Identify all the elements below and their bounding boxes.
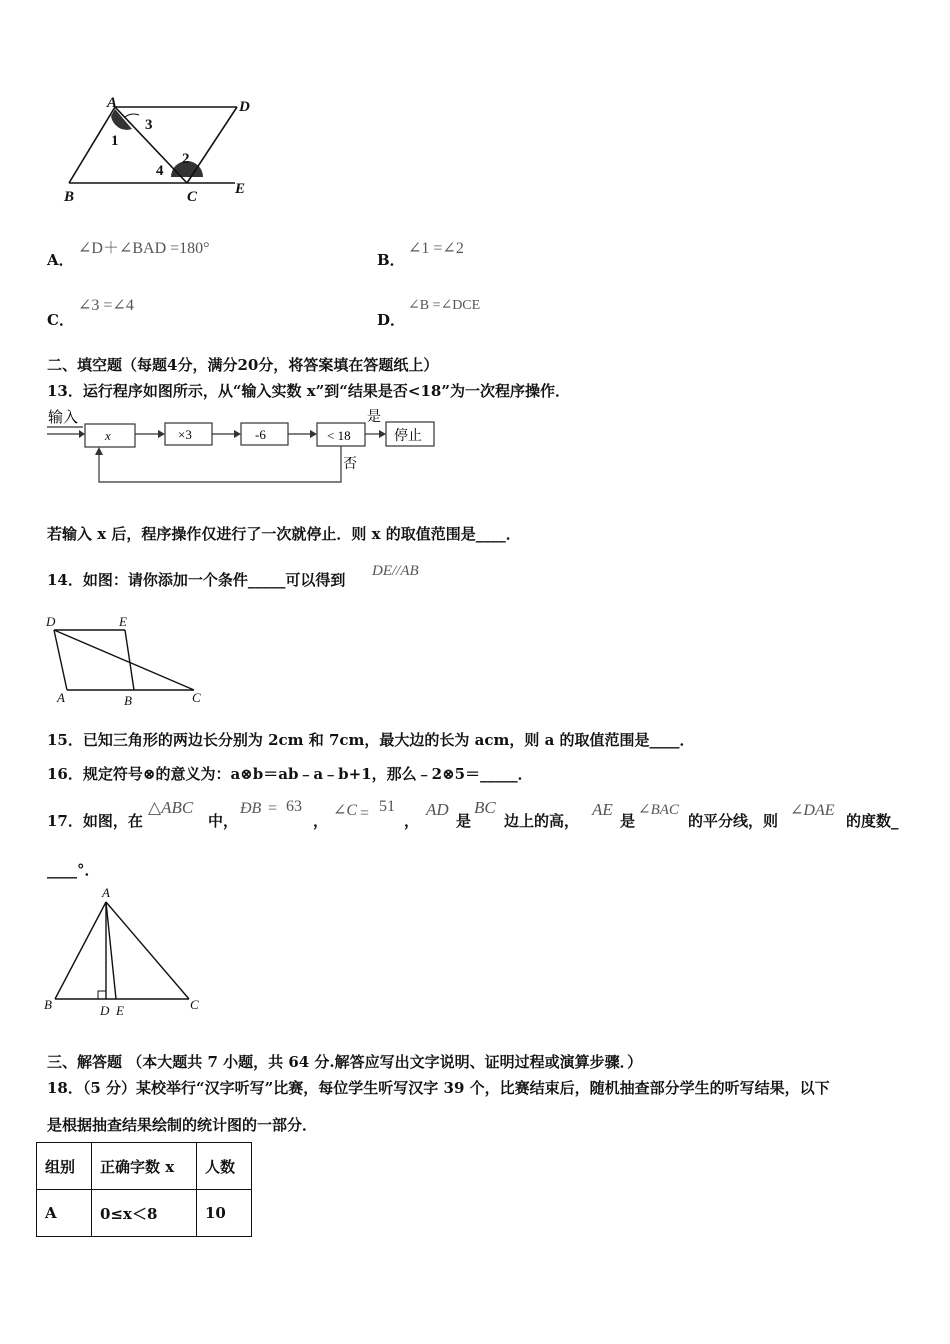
q17-shi: 是: [456, 812, 472, 830]
angle-mark-A: [111, 109, 132, 130]
q13-question: 若输入 x 后，程序操作仅进行了一次就停止．则 x 的取值范围是____．: [47, 525, 521, 543]
q17-v63: 63: [286, 798, 302, 815]
label-1: 1: [111, 133, 119, 149]
label-D: D: [239, 99, 250, 115]
q18-line2: 是根据抽查结果绘制的统计图的一部分．: [47, 1116, 318, 1134]
label-2: 2: [182, 151, 190, 167]
q17-label-D: D: [100, 1003, 110, 1018]
q14-label-E: E: [119, 614, 127, 629]
q17-tri: △ABC: [148, 798, 194, 817]
q14-label-C: C: [192, 690, 201, 705]
section-2-heading: 二、填空题（每题4分，满分20分，将答案填在答题纸上）: [47, 356, 439, 374]
flow-input-label: 输入: [48, 408, 79, 426]
table-row: [37, 1190, 252, 1237]
q17-comma1: ，: [313, 812, 329, 830]
flow-no: 否: [343, 456, 357, 472]
q17-comma2: ，: [404, 812, 420, 830]
label-3: 3: [145, 117, 153, 133]
label-C: C: [187, 189, 198, 205]
label-B: B: [64, 189, 75, 205]
q17-eq1: =: [268, 800, 278, 817]
table-header-row: [37, 1143, 252, 1190]
q14-figure: [42, 612, 222, 710]
q14-label-B: B: [124, 693, 132, 708]
table-header-cell: 正确字数 x: [92, 1143, 197, 1190]
q17-label-E: E: [116, 1003, 124, 1018]
option-d-letter: D．: [377, 311, 406, 329]
q17-angB: ÐB: [240, 800, 262, 817]
q17-eq2: =: [360, 805, 370, 822]
q17-zhong: 中，: [208, 812, 239, 830]
q17-bian: 边上的高，: [504, 812, 580, 830]
q17-shi2: 是: [620, 812, 636, 830]
flowchart: [45, 405, 445, 485]
table-cell: 10: [197, 1190, 252, 1237]
table-cell: 0≤x＜8: [92, 1190, 197, 1237]
table-header-cell: 组别: [37, 1143, 92, 1190]
label-A: A: [107, 95, 118, 111]
q18-table: [36, 1142, 252, 1237]
q17-dushu: 的度数_: [846, 812, 899, 830]
q17-angC: ∠C: [333, 802, 358, 819]
q13-text: 13．运行程序如图所示，从“输入实数 x”到“结果是否<18”为一次程序操作．: [47, 382, 570, 400]
q17-num: 17．如图，在: [47, 812, 143, 830]
flow-x: x: [105, 428, 111, 443]
table-header-cell: 人数: [197, 1143, 252, 1190]
q16-text: 16．规定符号⊗的意义为：a⊗b＝ab﹣a﹣b+1，那么﹣2⊗5＝_____．: [47, 765, 533, 783]
option-b-expr: ∠1 =∠2: [408, 240, 464, 257]
flow-mul: ×3: [178, 427, 192, 442]
q17-BAC: ∠BAC: [638, 802, 679, 818]
q17-AE: AE: [592, 800, 613, 819]
q17-AD: AD: [426, 800, 449, 819]
q17-figure: [40, 885, 210, 1020]
flow-yes: 是: [367, 409, 381, 425]
option-a-expr: ∠D＋∠BAD =180°: [78, 240, 210, 257]
option-d-expr: ∠B =∠DCE: [408, 298, 481, 313]
section-3-heading: 三、解答题 （本大题共 7 小题，共 64 分.解答应写出文字说明、证明过程或演算步骤．）: [47, 1053, 643, 1071]
q14-text: 14．如图：请你添加一个条件_____可以得到: [47, 571, 346, 589]
option-a-letter: A．: [47, 251, 74, 269]
q17-DAE: ∠DAE: [790, 802, 835, 819]
label-4: 4: [156, 163, 164, 179]
q15-text: 15．已知三角形的两边长分别为 2cm 和 7cm，最大边的长为 acm，则 a 的取值范围是____．: [47, 731, 695, 749]
option-c-expr: ∠3 =∠4: [78, 297, 134, 314]
flow-cmp: < 18: [327, 428, 351, 443]
option-b-letter: B．: [377, 251, 405, 269]
label-E: E: [235, 181, 246, 197]
q17-pfx: 的平分线，则: [688, 812, 779, 830]
q17-label-B: B: [44, 997, 52, 1012]
q17-line2: ____°．: [47, 861, 100, 879]
flow-sub: -6: [255, 427, 266, 442]
q18-line1: 18．（5 分）某校举行“汉字听写”比赛，每位学生听写汉字 39 个，比赛结束后，随机抽查部分学生的听写结果，以下: [47, 1079, 830, 1097]
table-cell: A: [37, 1190, 92, 1237]
option-c-letter: C．: [47, 311, 74, 329]
flow-stop: 停止: [394, 428, 422, 444]
q17-BC: BC: [474, 798, 496, 817]
parallelogram-figure: [55, 95, 265, 210]
q14-expr: DE//AB: [372, 563, 419, 579]
q14-label-A: A: [57, 690, 65, 705]
q17-label-A: A: [102, 885, 110, 900]
q17-v51: 51: [379, 798, 395, 815]
q17-label-C: C: [190, 997, 199, 1012]
q14-label-D: D: [46, 614, 56, 629]
